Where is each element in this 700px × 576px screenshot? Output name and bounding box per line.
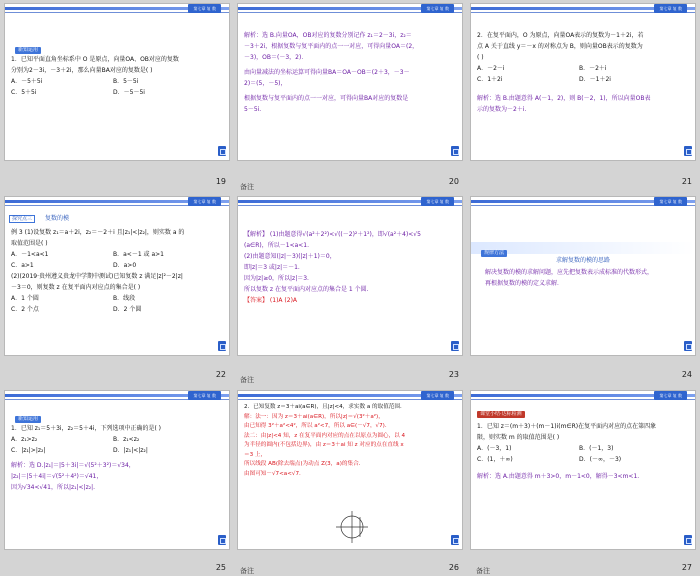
nav-button-icon[interactable] — [218, 535, 226, 545]
nav-button-icon[interactable] — [684, 341, 692, 351]
slide-header: 第七章 复 数 — [5, 4, 229, 13]
note-label: 备注 — [240, 567, 254, 575]
nav-button-icon[interactable] — [451, 535, 459, 545]
page-number: 22 — [215, 370, 226, 379]
nav-button-icon[interactable] — [451, 341, 459, 351]
slide-22[interactable]: 第七章 复 数 探究点三 复数的模 例 3 (1)设复数 z₁＝a＋2i，z₂＝－2＋i 且|z₁|<|z₂|，则实数 a 的 取值范围是( ) A．－1<a<1 B．a<－1 或 a>1 C．a>1 D．a>0 (2)(2019·贵州遵义贵龙中学期中测试)已知复数 z 满足|z|²－2|z| －3＝0，则复数 z 在复平面内对应点的集合是( ) A．1 个圆 B．线段 C．2 个点 D．2 个圆 — [4, 196, 230, 356]
page-number: 25 — [215, 563, 226, 572]
slide-25[interactable]: 第七章 复 数 新知运用 1．已知 z₁＝5＋3i，z₂＝5＋4i，下列选项中正确的是( ) A．z₁>z₂ B．z₁<z₂ C．|z₁|>|z₂| D．|z₁|<|z₂| 解析：选 D.|z₁|＝|5＋3i|＝√(5²＋3²)＝√34， |z₂|＝|5＋4i|＝√(5²＋4²)＝√41， 因为√34<√41，所以|z₁|<|z₂|. — [4, 390, 230, 550]
slide-27[interactable]: 第七章 复 数 课堂小结·达标检测 1．已知 z＝(m＋3)＋(m－1)i(m∈R)在复平面内对应的点在第四象 限，则实数 m 的取值范围是( ) A．(－3，1) B．(－1，3) C．(1，＋∞) D．(－∞，－3) 解析：选 A.由题意得 m＋3>0，m－1<0，解得－3<m<1. — [470, 390, 696, 550]
slide-content: 1．已知 z₁＝5＋3i，z₂＝5＋4i，下列选项中正确的是( ) A．z₁>z₂ B．z₁<z₂ C．|z₁|>|z₂| D．|z₁|<|z₂| 解析：选 D.|z₁|＝|5＋3i|＝√(5²＋3²)＝√34， |z₂|＝|5＋4i|＝√(5²＋4²)＝√41， 因为√34<√41，所以|z₁|<|z₂|. — [11, 425, 162, 491]
nav-button-icon[interactable] — [451, 146, 459, 156]
slide-content: 2．在复平面内，O 为原点，向量OA表示的复数为－1＋2i，若 点 A 关于直线 y＝－x 的对称点为 B，则向量OB表示的复数为 ( ) A．－2－i B．－2＋i C．1＋2i D．－1＋2i 解析：选 B.由题意得 A(－1，2)，则 B(－2，1)，所以向量OB表 示的复数为－2＋i. — [477, 32, 651, 113]
slide-content: 解析：选 B.向量OA，OB对应的复数分别记作 z₁＝2－3i，z₂＝ －3＋2i，根据复数与复平面内的点一一对应，可得向量OA＝(2， －3)，OB＝(－3，2)． 由向量减法的坐标运算可得向量BA＝OA－OB＝(2＋3，－3－ 2)＝(5，－5)， 根据复数与复平面内的点一一对应，可得向量BA对应的复数是 5－5i. — [244, 32, 419, 113]
note-label: 备注 — [240, 376, 254, 384]
slide-content: 解决复数的模的求解问题，应先把复数表示成标准的代数形式， 再根据复数的模的定义求解． — [485, 269, 654, 287]
slide-content: 2．已知复数 z＝3＋ai(a∈R)，且|z|<4，求实数 a 的取值范围． 解：法一：因为 z＝3＋ai(a∈R)，所以|z|＝√(3²＋a²)， 由已知得 3²＋a²<4²，所以 a²<7，所以 a∈(－√7，√7)． 法二：由|z|<4 知，z 在复平面内对应的点在以原点为圆心，以 4 为半径的圆内(不包括边界)，由 z＝3＋ai 知 z 对应的点在直线 x ＝3 上， 所以线段 AB(除去端点)为动点 Z(3，a)的集合． 由图可知－√7<a<√7. — [244, 404, 406, 477]
section-title: 求解复数的模的思路 — [555, 257, 610, 264]
page-number: 19 — [215, 177, 226, 186]
answer-text: 【答案】 (1)A (2)A — [244, 297, 298, 304]
nav-button-icon[interactable] — [684, 146, 692, 156]
nav-button-icon[interactable] — [218, 146, 226, 156]
nav-button-icon[interactable] — [684, 535, 692, 545]
nav-button-icon[interactable] — [218, 341, 226, 351]
page-number: 26 — [448, 563, 459, 572]
section-tag: 新知运用 — [15, 47, 41, 54]
slide-content: 例 3 (1)设复数 z₁＝a＋2i，z₂＝－2＋i 且|z₁|<|z₂|，则实数 a 的 取值范围是( ) A．－1<a<1 B．a<－1 或 a>1 C．a>1 D．a>0 (2)(2019·贵州遵义贵龙中学期中测试)已知复数 z 满足|z|²－2|z| －3＝0，则复数 z 在复平面内对应点的集合是( ) A．1 个圆 B．线段 C．2 个点 D．2 个圆 — [11, 229, 185, 313]
slide-content: 【解析】 (1)由题意得√(a²＋2²)<√((－2)²＋1²)，即√(a²＋4)<√5 (a∈R)，所以－1<a<1. (2)由题意知(|z|－3)(|z|＋1)＝0， 即|z|＝3 或|z|＝－1. 因为|z|≥0，所以|z|＝3. 所以复数 z 在复平面内对应点的集合是 1 个圆. 【答案】 (1)A (2)A — [244, 229, 448, 306]
section-tag: 规律方法 — [481, 250, 507, 257]
section-tag: 新知运用 — [15, 416, 41, 423]
page-number: 24 — [681, 370, 692, 379]
slide-19[interactable] — [4, 3, 230, 161]
slide-23[interactable]: 第七章 复 数 【解析】 (1)由题意得√(a²＋2²)<√((－2)²＋1²)，即√(a²＋4)<√5 (a∈R)，所以－1<a<1. (2)由题意知(|z|－3)(|z|＋1)＝0， 即|z|＝3 或|z|＝－1. 因为|z|≥0，所以|z|＝3. 所以复数 z 在复平面内对应点的集合是 1 个圆. 【答案】 (1)A (2)A — [237, 196, 463, 356]
slide-24[interactable]: 第七章 复 数 规律方法 求解复数的模的思路 解决复数的模的求解问题，应先把复数表示成标准的代数形式， 再根据复数的模的定义求解． — [470, 196, 696, 356]
page-number: 23 — [448, 370, 459, 379]
note-label: 备注 — [476, 567, 490, 575]
slide-26[interactable]: 第七章 复 数 2．已知复数 z＝3＋ai(a∈R)，且|z|<4，求实数 a 的取值范围． 解：法一：因为 z＝3＋ai(a∈R)，所以|z|＝√(3²＋a²)， 由已知得 3²＋a²<4²，所以 a²<7，所以 a∈(－√7，√7)． 法二：由|z|<4 知，z 在复平面内对应的点在以原点为圆心，以 4 为半径的圆内(不包括边界)，由 z＝3＋ai 知 z 对应的点在直线 x ＝3 上， 所以线段 AB(除去端点)为动点 Z(3，a)的集合． 由图可知－√7<a<√7. — [237, 390, 463, 550]
section-title: 复数的模 — [44, 215, 69, 222]
page-number: 20 — [448, 177, 459, 186]
page-number: 21 — [681, 177, 692, 186]
slide-content: 1．已知平面直角坐标系中 O 是原点，向量OA、OB对应的复数 分别为2－3i，－3＋2i，那么向量BA对应的复数是( ) A．－5＋5i B．5－5i C．5＋5i D．－5－5i — [11, 56, 179, 96]
slide-20[interactable]: 第七章 复 数 解析：选 B.向量OA，OB对应的复数分别记作 z₁＝2－3i，z₂＝ －3＋2i，根据复数与复平面内的点一一对应，可得向量OA＝(2， －3)，OB＝(－3，2)． 由向量减法的坐标运算可得向量BA＝OA－OB＝(2＋3，－3－ 2)＝(5，－5)， 根据复数与复平面内的点一一对应，可得向量BA对应的复数是 5－5i. — [237, 3, 463, 161]
circle-diagram — [334, 509, 370, 545]
section-tag: 探究点三 — [9, 215, 35, 223]
note-label: 备注 — [240, 183, 254, 191]
page-number: 27 — [681, 563, 692, 572]
slide-content: 1．已知 z＝(m＋3)＋(m－1)i(m∈R)在复平面内对应的点在第四象 限，则实数 m 的取值范围是( ) A．(－3，1) B．(－1，3) C．(1，＋∞) D．(－∞，－3) 解析：选 A.由题意得 m＋3>0，m－1<0，解得－3<m<1. — [477, 423, 657, 480]
section-tag: 课堂小结·达标检测 — [477, 411, 525, 418]
slide-21[interactable]: 第七章 复 数 2．在复平面内，O 为原点，向量OA表示的复数为－1＋2i，若 点 A 关于直线 y＝－x 的对称点为 B，则向量OB表示的复数为 ( ) A．－2－i B．－2＋i C．1＋2i D．－1＋2i 解析：选 B.由题意得 A(－1，2)，则 B(－2，1)，所以向量OB表 示的复数为－2＋i. — [470, 3, 696, 161]
